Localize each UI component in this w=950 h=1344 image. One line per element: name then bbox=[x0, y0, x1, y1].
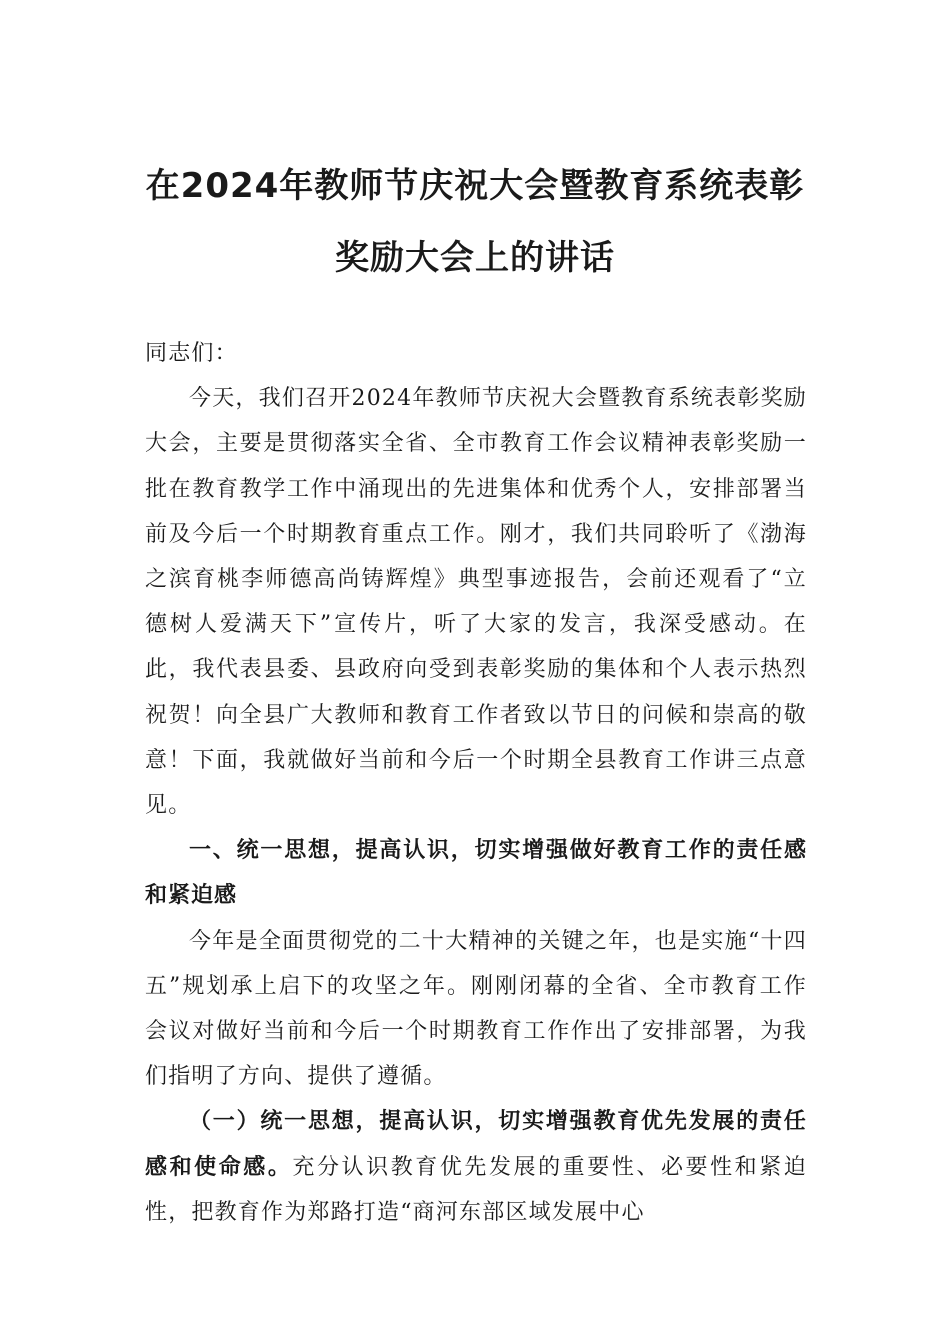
document-body bbox=[145, 331, 807, 1235]
paragraph-section-1: 今年是全面贯彻党的二十大精神的关键之年，也是实施“十四五”规划承上启下的攻坚之年。刚刚闭幕的全省、全市教育工作会议对做好当前和今后一个时期教育工作作出了安排部署，为我们指明了方向、提供了遵循。 bbox=[145, 928, 807, 1090]
paragraph-subsection-1 bbox=[145, 1099, 807, 1235]
title-line-1: 在2024年教师节庆祝大会暨教育系统表彰 bbox=[145, 166, 805, 206]
subsection-heading-1: （一）统一思想，提高认识，切实增强教育优先发展的责任感和使命感。 bbox=[145, 1108, 807, 1180]
subsection-1-text: 充分认识教育优先发展的重要性、必要性和紧迫性，把教育作为郑路打造“商河东部区域发展中心 bbox=[145, 1154, 808, 1225]
title-line-2: 奖励大会上的讲话 bbox=[335, 238, 615, 278]
salutation: 同志们： bbox=[145, 341, 238, 366]
section-heading-1: 一、统一思想，提高认识，切实增强做好教育工作的责任感和紧迫感 bbox=[145, 838, 807, 909]
paragraph-intro: 今天，我们召开2024年教师节庆祝大会暨教育系统表彰奖励大会，主要是贯彻落实全省、全市教育工作会议精神表彰奖励一批在教育教学工作中涌现出的先进集体和优秀个人，安排部署当前及今后一个时期教育重点工作。刚才，我们共同聆听了《渤海之滨育桃李师德高尚铸辉煌》典型事迹报告，会前还观看了“立德树人爱满天下”宣传片，听了大家的发言，我深受感动。在此，我代表县委、县政府向受到表彰奖励的集体和个人表示热烈祝贺！向全县广大教师和教育工作者致以节日的问候和崇高的敬意！下面，我就做好当前和今后一个时期全县教育工作讲三点意见。 bbox=[145, 386, 807, 819]
document-title bbox=[140, 150, 810, 294]
